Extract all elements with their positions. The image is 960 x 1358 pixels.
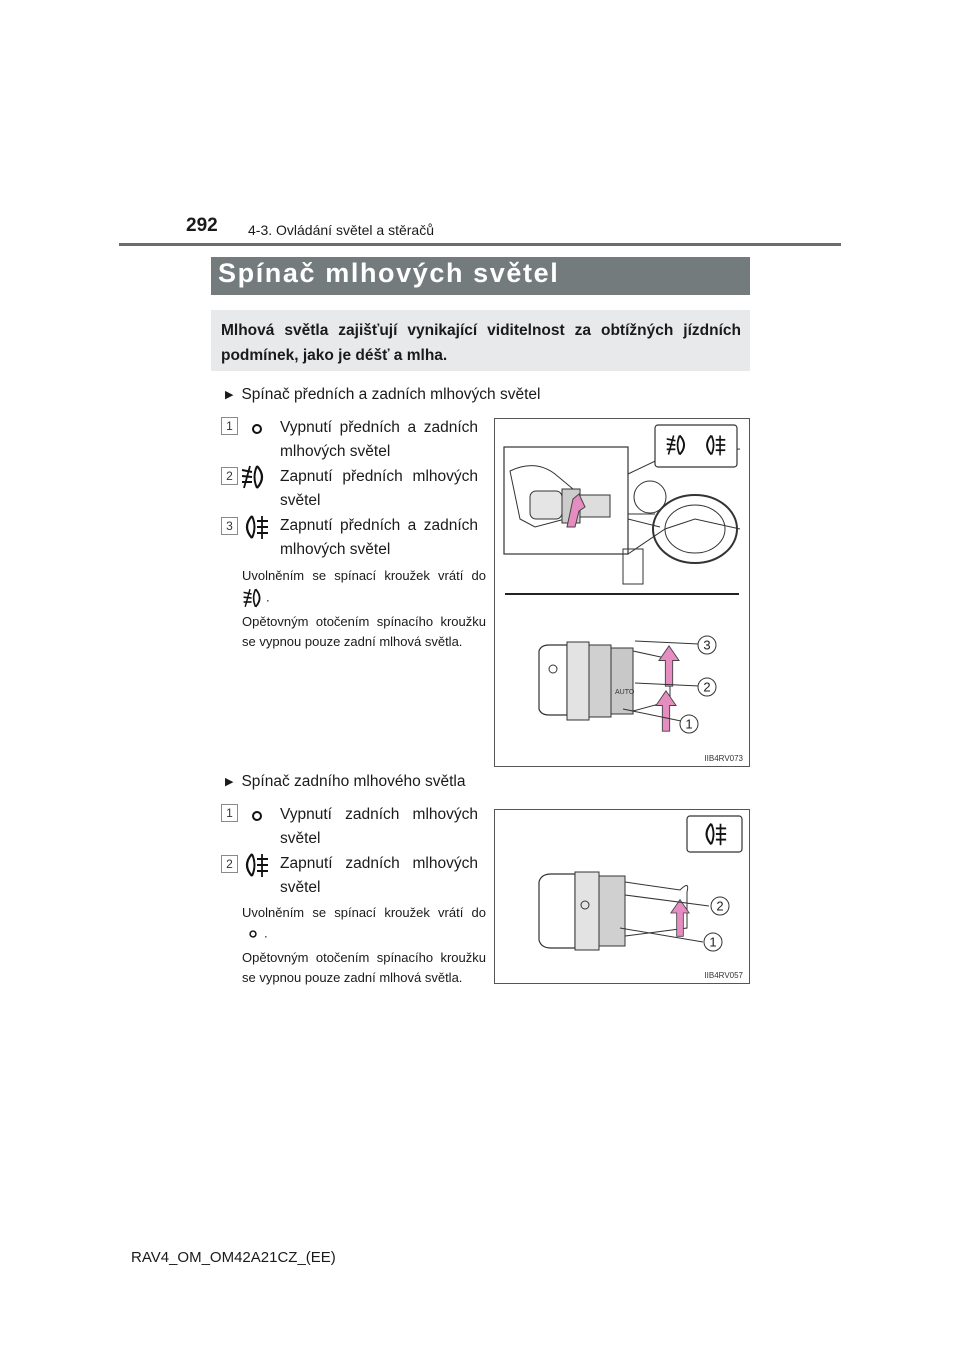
item-text: Zapnutí předních mlhových světel (280, 468, 478, 509)
item-text: Vypnutí předních a zadních mlhových světel (280, 419, 478, 460)
intro-text: Mlhová světla zajišťují vynikající viditelnost za obtížných jízdních podmínek, jako je déšť a mlha. (221, 322, 741, 364)
figure-code: IIB4RV057 (704, 971, 743, 980)
rear-off-note: Opětovným otočením spínacího kroužku se vypnou pouze zadní mlhová světla. (242, 950, 486, 985)
off-ring-icon (242, 923, 264, 945)
item-number: 3 (221, 517, 238, 535)
front-fog-light-icon (240, 462, 270, 492)
header-rule (119, 243, 841, 246)
rear-fog-light-icon (240, 850, 270, 880)
item-text: Zapnutí předních a zadních mlhových světel (280, 517, 478, 558)
section-heading-text: Spínač zadního mlhového světla (241, 773, 466, 790)
figure-label: 1 (685, 716, 693, 732)
item-text: Zapnutí zadních mlhových světel (280, 855, 478, 896)
svg-text:AUTO: AUTO (615, 689, 635, 696)
switch-illustration (495, 419, 749, 766)
item-number: 1 (221, 417, 238, 435)
item-number: 1 (221, 804, 238, 822)
section-heading-front-rear (225, 386, 540, 404)
figure-label: 1 (709, 934, 717, 950)
figure-code: IIB4RV073 (704, 754, 743, 763)
item-text: Vypnutí zadních mlhových světel (280, 806, 478, 847)
page-title: Spínač mlhových světel (218, 258, 560, 288)
figure-label: 2 (716, 898, 724, 914)
figure-front-rear-switch (494, 418, 750, 767)
off-ring-icon (242, 414, 272, 444)
return-note: Uvolněním se spínací kroužek vrátí do . (242, 566, 486, 610)
rear-off-note: Opětovným otočením spínacího kroužku se vypnou pouze zadní mlhová světla. (242, 614, 486, 649)
item-number: 2 (221, 467, 238, 485)
section-heading-rear (225, 773, 466, 791)
switch-illustration (495, 810, 749, 983)
footer-doc-code: RAV4_OM_OM42A21CZ_(EE) (131, 1249, 336, 1266)
front-fog-light-icon (242, 586, 266, 610)
item-number: 2 (221, 855, 238, 873)
section-heading-text: Spínač předních a zadních mlhových světel (241, 386, 541, 403)
figure-label: 2 (703, 679, 711, 695)
off-ring-icon (242, 801, 272, 831)
figure-label: 3 (703, 637, 711, 653)
rear-fog-light-icon (240, 512, 270, 542)
page-number: 292 (186, 215, 218, 236)
figure-rear-switch (494, 809, 750, 984)
return-note: Uvolněním se spínací kroužek vrátí do . (242, 903, 486, 945)
triangle-bullet-icon: ▶ (225, 776, 234, 788)
triangle-bullet-icon: ▶ (225, 389, 234, 401)
chapter-title: 4-3. Ovládání světel a stěračů (248, 222, 434, 238)
